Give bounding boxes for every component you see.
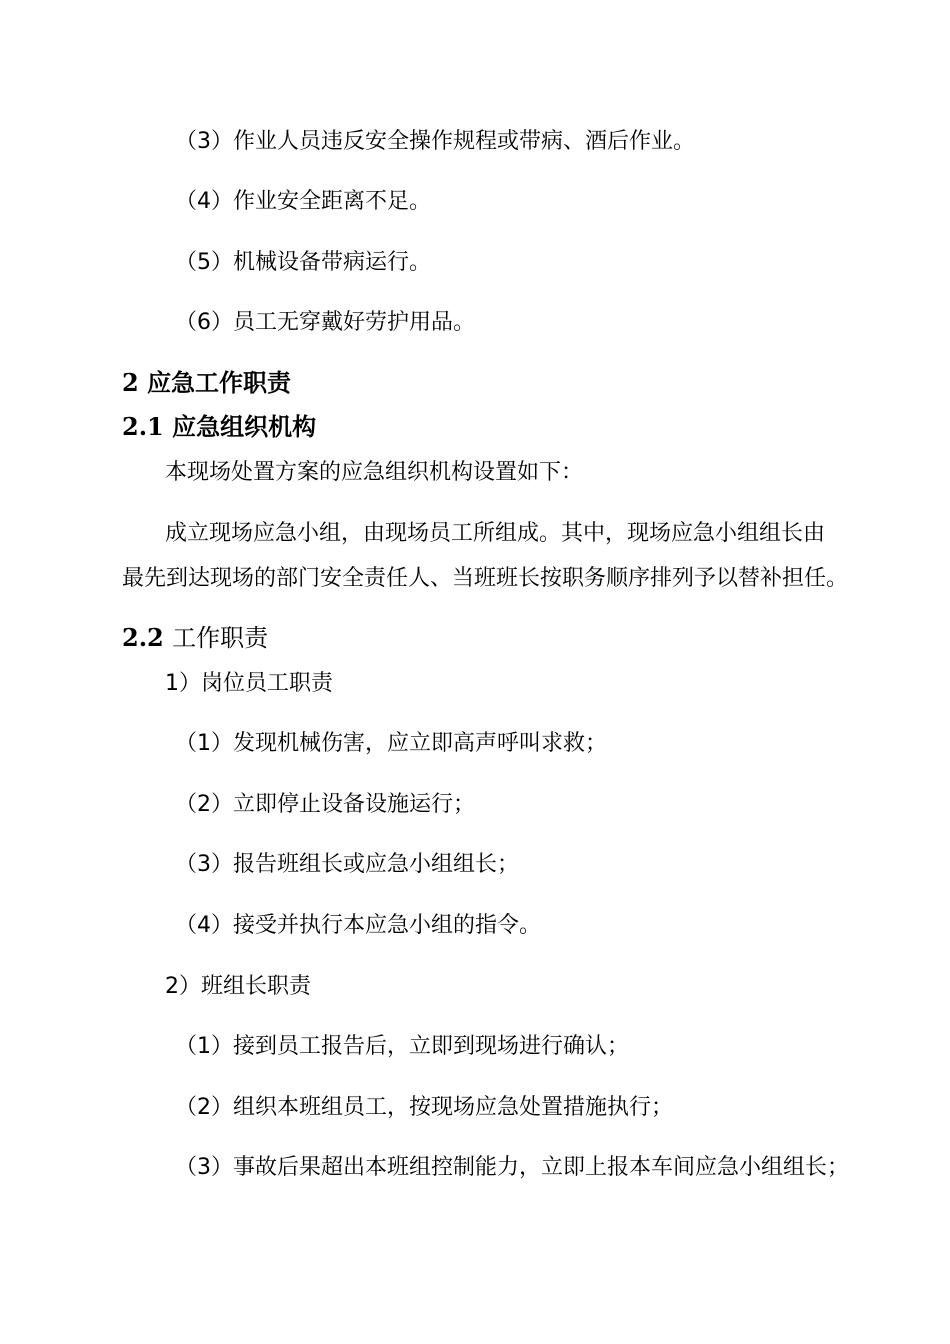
section-2-1-heading bbox=[122, 411, 316, 443]
leader-duty-item-2: （2）组织本班组员工，按现场应急处置措施执行； bbox=[175, 1095, 673, 1120]
staff-duty-item-1: （1）发现机械伤害，应立即高声呼叫求救； bbox=[175, 731, 607, 756]
leader-duty-item-3: （3）事故后果超出本班组控制能力，立即上报本车间应急小组组长； bbox=[175, 1155, 849, 1180]
section-2-heading bbox=[122, 367, 291, 399]
staff-duty-item-4: （4）接受并执行本应急小组的指令。 bbox=[175, 913, 541, 938]
staff-duties-heading: 1）岗位员工职责 bbox=[165, 671, 333, 696]
section-2-2-heading bbox=[122, 622, 268, 654]
leader-duty-item-1: （1）接到员工报告后，立即到现场进行确认； bbox=[175, 1034, 629, 1059]
section-2-1-paragraph-line-1: 成立现场应急小组，由现场员工所组成。其中，现场应急小组组长由 bbox=[165, 521, 826, 546]
staff-duty-item-3: （3）报告班组长或应急小组组长； bbox=[175, 852, 519, 877]
section-2-1-title: 应急组织机构 bbox=[172, 413, 317, 441]
section-2-number: 2 bbox=[122, 368, 139, 397]
section-2-2-number: 2.2 bbox=[122, 623, 164, 652]
section-2-1-number: 2.1 bbox=[122, 412, 164, 441]
cause-item-4: （4）作业安全距离不足。 bbox=[175, 189, 431, 214]
cause-item-5: （5）机械设备带病运行。 bbox=[175, 250, 431, 275]
leader-duties-heading: 2）班组长职责 bbox=[165, 974, 311, 999]
staff-duty-item-2: （2）立即停止设备设施运行； bbox=[175, 792, 475, 817]
section-2-2-title: 工作职责 bbox=[172, 624, 269, 652]
section-2-1-intro: 本现场处置方案的应急组织机构设置如下： bbox=[165, 460, 584, 485]
section-2-title: 应急工作职责 bbox=[147, 369, 292, 397]
cause-item-3: （3）作业人员违反安全操作规程或带病、酒后作业。 bbox=[175, 129, 695, 154]
cause-item-6: （6）员工无穿戴好劳护用品。 bbox=[175, 310, 475, 335]
section-2-1-paragraph-line-2: 最先到达现场的部门安全责任人、当班班长按职务顺序排列予以替补担任。 bbox=[122, 566, 849, 591]
